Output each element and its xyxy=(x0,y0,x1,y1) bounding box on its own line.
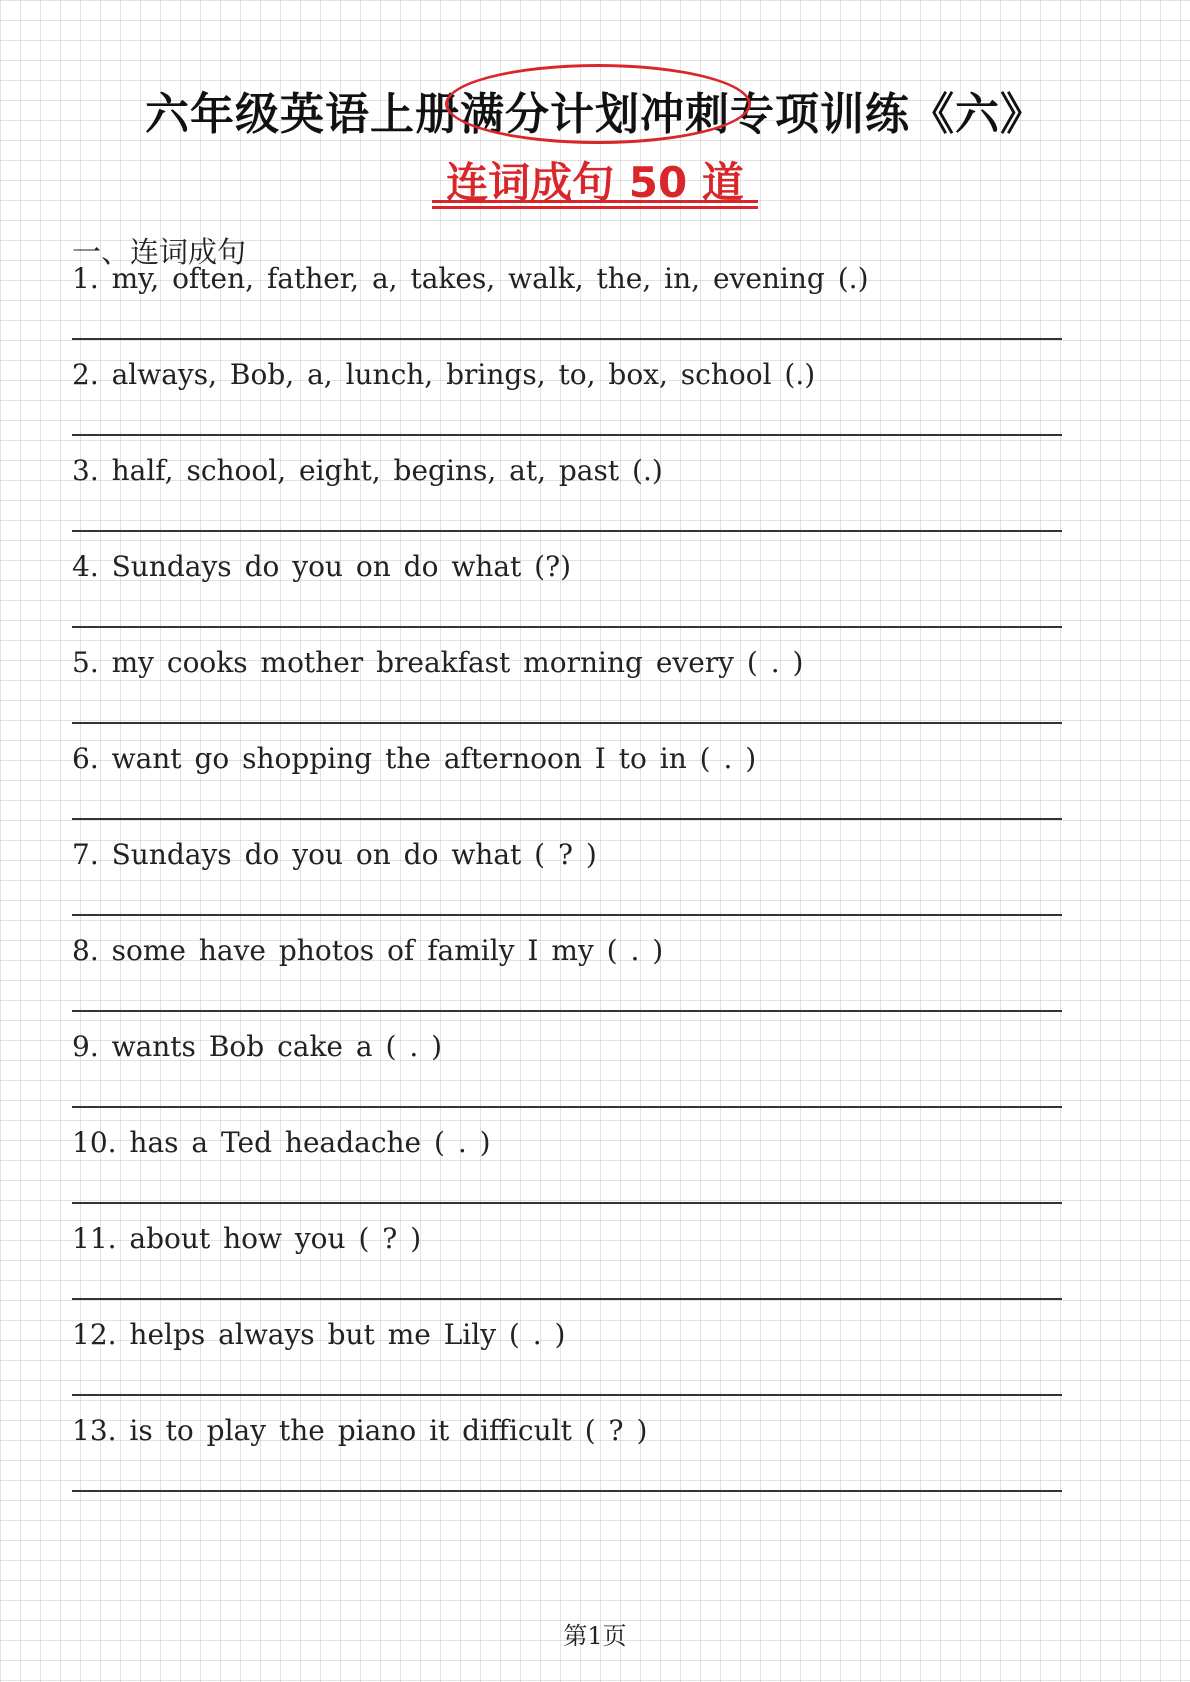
question-8: 8. some have photos of family I my ( . ) xyxy=(72,934,664,967)
question-6: 6. want go shopping the afternoon I to in ( . ) xyxy=(72,742,757,775)
question-3: 3. half, school, eight, begins, at, past (.) xyxy=(72,454,663,487)
answer-line-9 xyxy=(72,1106,1062,1108)
section-heading: 一、连词成句 xyxy=(72,235,247,269)
answer-line-13 xyxy=(72,1490,1062,1492)
question-9: 9. wants Bob cake a ( . ) xyxy=(72,1030,443,1063)
question-5: 5. my cooks mother breakfast morning every ( . ) xyxy=(72,646,804,679)
question-10: 10. has a Ted headache ( . ) xyxy=(72,1126,491,1159)
answer-line-5 xyxy=(72,722,1062,724)
answer-line-6 xyxy=(72,818,1062,820)
page-title: 六年级英语上册满分计划冲刺专项训练《六》 xyxy=(145,89,1045,140)
question-12: 12. helps always but me Lily ( . ) xyxy=(72,1318,566,1351)
answer-line-7 xyxy=(72,914,1062,916)
answer-line-11 xyxy=(72,1298,1062,1300)
question-2: 2. always, Bob, a, lunch, brings, to, box, school (.) xyxy=(72,358,816,391)
answer-line-12 xyxy=(72,1394,1062,1396)
question-13: 13. is to play the piano it difficult ( ? ) xyxy=(72,1414,648,1447)
question-4: 4. Sundays do you on do what (?) xyxy=(72,550,572,583)
question-1: 1. my, often, father, a, takes, walk, the, in, evening (.) xyxy=(72,262,869,295)
page-number: 第1页 xyxy=(563,1622,627,1650)
answer-line-8 xyxy=(72,1010,1062,1012)
answer-line-4 xyxy=(72,626,1062,628)
page-subtitle: 连词成句 50 道 xyxy=(446,158,744,207)
subtitle-double-underline xyxy=(432,200,758,209)
answer-line-3 xyxy=(72,530,1062,532)
question-7: 7. Sundays do you on do what ( ? ) xyxy=(72,838,597,871)
answer-line-1 xyxy=(72,338,1062,340)
answer-line-10 xyxy=(72,1202,1062,1204)
question-11: 11. about how you ( ? ) xyxy=(72,1222,422,1255)
answer-line-2 xyxy=(72,434,1062,436)
